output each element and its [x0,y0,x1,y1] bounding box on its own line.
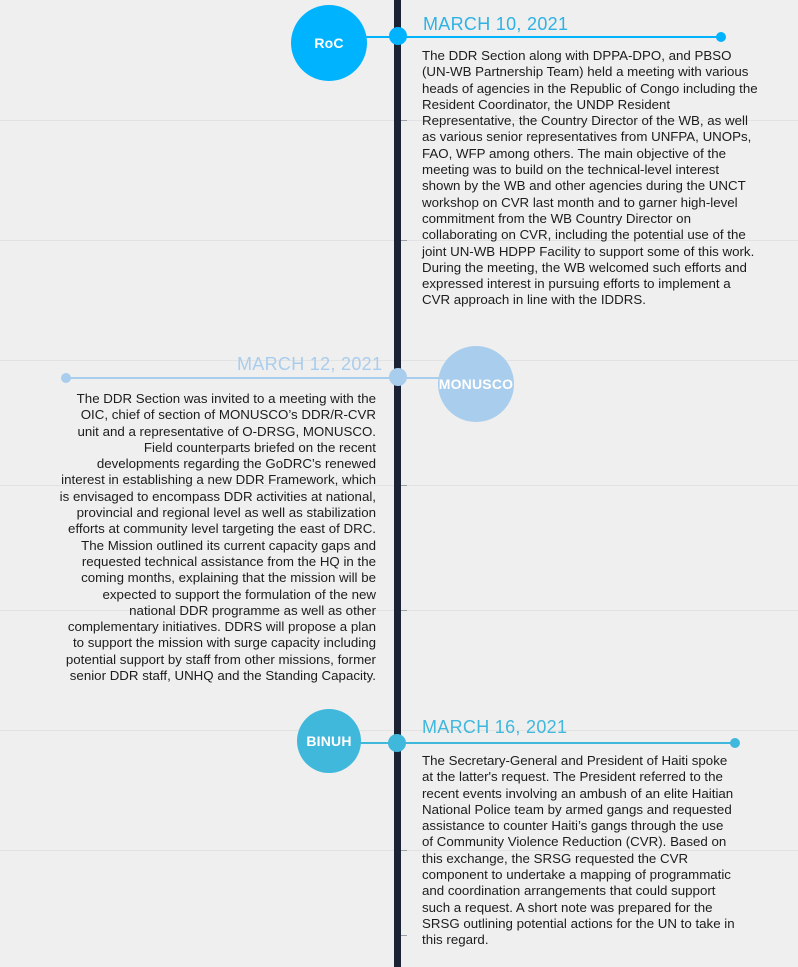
timeline-tick [401,485,407,486]
date-rule-end-dot [716,32,726,42]
entry-badge: MONUSCO [438,346,514,422]
timeline-tick [401,120,407,121]
date-rule [66,377,398,379]
entry-badge: BINUH [297,709,361,773]
entry-date: MARCH 16, 2021 [422,717,568,737]
entry-date: MARCH 10, 2021 [423,14,569,34]
timeline-tick [401,240,407,241]
date-rule-end-dot [730,738,740,748]
timeline-tick [401,935,407,936]
entry-date: MARCH 12, 2021 [237,354,383,374]
timeline-tick [401,850,407,851]
date-rule [404,742,734,744]
date-rule-end-dot [61,373,71,383]
date-rule [404,36,718,38]
timeline-node [389,368,407,386]
entry-description: The Secretary-General and President of Haiti spoke at the latter's request. The President referred to the recent events involving an ambush of an elite Haitian National Police team by armed gangs and requested assistance to counter Haiti’s gangs through the use of Community Violence Reduction (CVR). Based on this exchange, the SRSG requested the CVR component to undertake a mapping of programmatic and coordination arrangements that could support such a request. A short note was prepared for the SRSG outlining potential actions for the UN to take in this regard. [422,753,735,948]
entry-description: The DDR Section along with DPPA-DPO, and PBSO (UN-WB Partnership Team) held a meeting with various heads of agencies in the Republic of Congo including the Resident Coordinator, the UNDP Resident Representative, the Country Director of the WB, as well as various senior representatives from UNFPA, UNOPs, FAO, WFP among others. The main objective of the meeting was to build on the technical-level interest shown by the WB and other agencies during the UNCT workshop on CVR last month and to garner high-level commitment from the WB Country Director on collaborating on CVR, including the potential use of the joint UN-WB HDPP Facility to support some of this work. During the meeting, the WB welcomed such efforts and expressed interest in pursuing efforts to implement a CVR approach in line with the IDDRS. [422,48,758,308]
entry-badge: RoC [291,5,367,81]
timeline-spine [394,0,401,967]
entry-description: The DDR Section was invited to a meeting with the OIC, chief of section of MONUSCO’s DDR/R-CVR unit and a representative of O-DRSG, MONUSCO. Field counterparts briefed on the recent developments regarding the GoDRC’s renewed interest in establishing a new DDR Framework, which is envisaged to encompass DDR activities at national, provincial and regional level as well as stabilization efforts at community level targeting the east of DRC. The Mission outlined its current capacity gaps and requested technical assistance from the HQ in the coming months, explaining that the mission will be expected to support the formulation of the new national DDR programme as well as other complementary initiatives. DDRS will propose a plan to support the mission with surge capacity including potential support by staff from other missions, former senior DDR staff, UNHQ and the Standing Capacity. [59,391,376,684]
timeline-tick [401,610,407,611]
